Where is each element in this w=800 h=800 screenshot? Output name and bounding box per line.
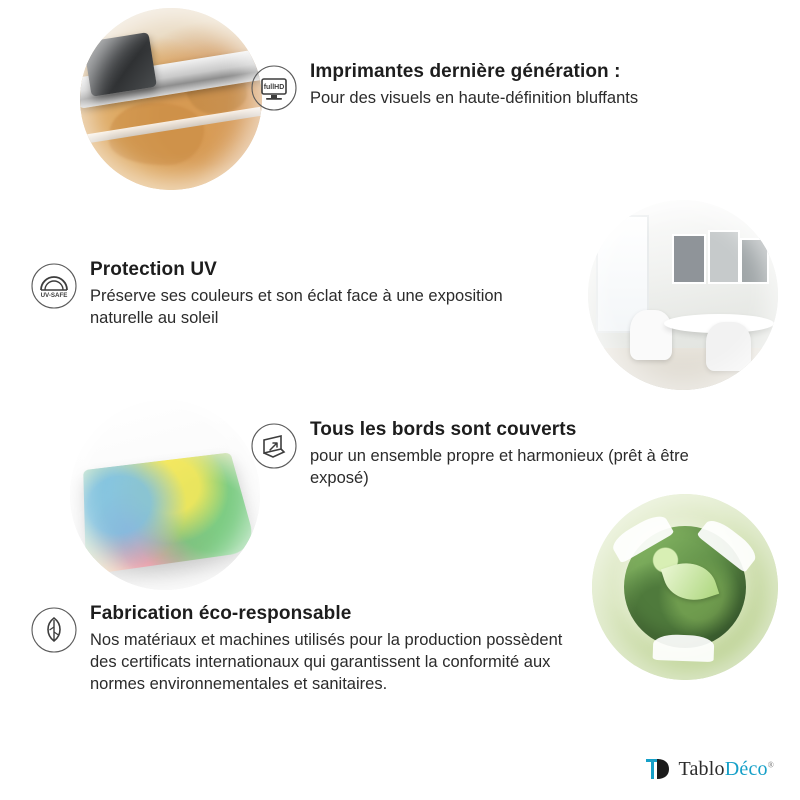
brand-name-part1: Tablo: [678, 757, 725, 780]
feature-wrapped-edges: [248, 418, 748, 490]
printer-head-photo: [80, 8, 262, 190]
feature-eco-manufacturing: [28, 602, 588, 696]
svg-text:UV-SAFE: UV-SAFE: [40, 292, 68, 299]
feature-texts: [310, 60, 638, 110]
brand-logo: [642, 754, 774, 784]
wrapped-edges-icon: [248, 420, 300, 472]
wall-art: [708, 230, 741, 283]
feature-title: Tous les bords sont couverts: [310, 419, 577, 440]
canvas-corner-photo: [70, 400, 260, 590]
leaf-eco-icon: [28, 604, 80, 656]
trademark-symbol: ®: [767, 759, 774, 769]
feature-description: Préserve ses couleurs et son éclat face à une exposition naturelle au soleil: [90, 286, 503, 327]
interior-room-photo: [588, 200, 778, 390]
brand-wordmark: [678, 758, 774, 781]
feature-texts: [90, 602, 588, 696]
uv-safe-icon: [28, 260, 80, 312]
feature-title: Imprimantes dernière génération :: [310, 61, 621, 82]
recycle-arrow-icon: [653, 634, 715, 662]
brand-name-part2: Déco: [724, 757, 768, 780]
feature-description: Nos matériaux et machines utilisés pour la production possèdent des certificats internationaux qui garantissent la conformité aux normes environnementales et sanitaires.: [90, 630, 563, 693]
feature-texts: [90, 258, 548, 330]
feature-uv-protection: [28, 258, 548, 330]
feature-texts: [310, 418, 748, 490]
room-chair: [706, 322, 752, 371]
fullhd-monitor-icon: [248, 62, 300, 114]
feature-description: pour un ensemble propre et harmonieux (prêt à être exposé): [310, 446, 689, 487]
eco-globe-photo: [592, 494, 778, 680]
feature-title: Fabrication éco-responsable: [90, 603, 352, 624]
feature-description: Pour des visuels en haute-définition bluffants: [310, 88, 639, 107]
wall-art: [672, 234, 706, 284]
tablodeco-logo-icon: [642, 754, 672, 784]
room-chair: [630, 310, 672, 359]
feature-title: Protection UV: [90, 259, 217, 280]
printer-carriage: [83, 32, 156, 96]
svg-text:fullHD: fullHD: [263, 84, 285, 91]
wall-art: [740, 238, 769, 284]
canvas-face: [83, 453, 257, 576]
feature-printers: [248, 60, 748, 114]
